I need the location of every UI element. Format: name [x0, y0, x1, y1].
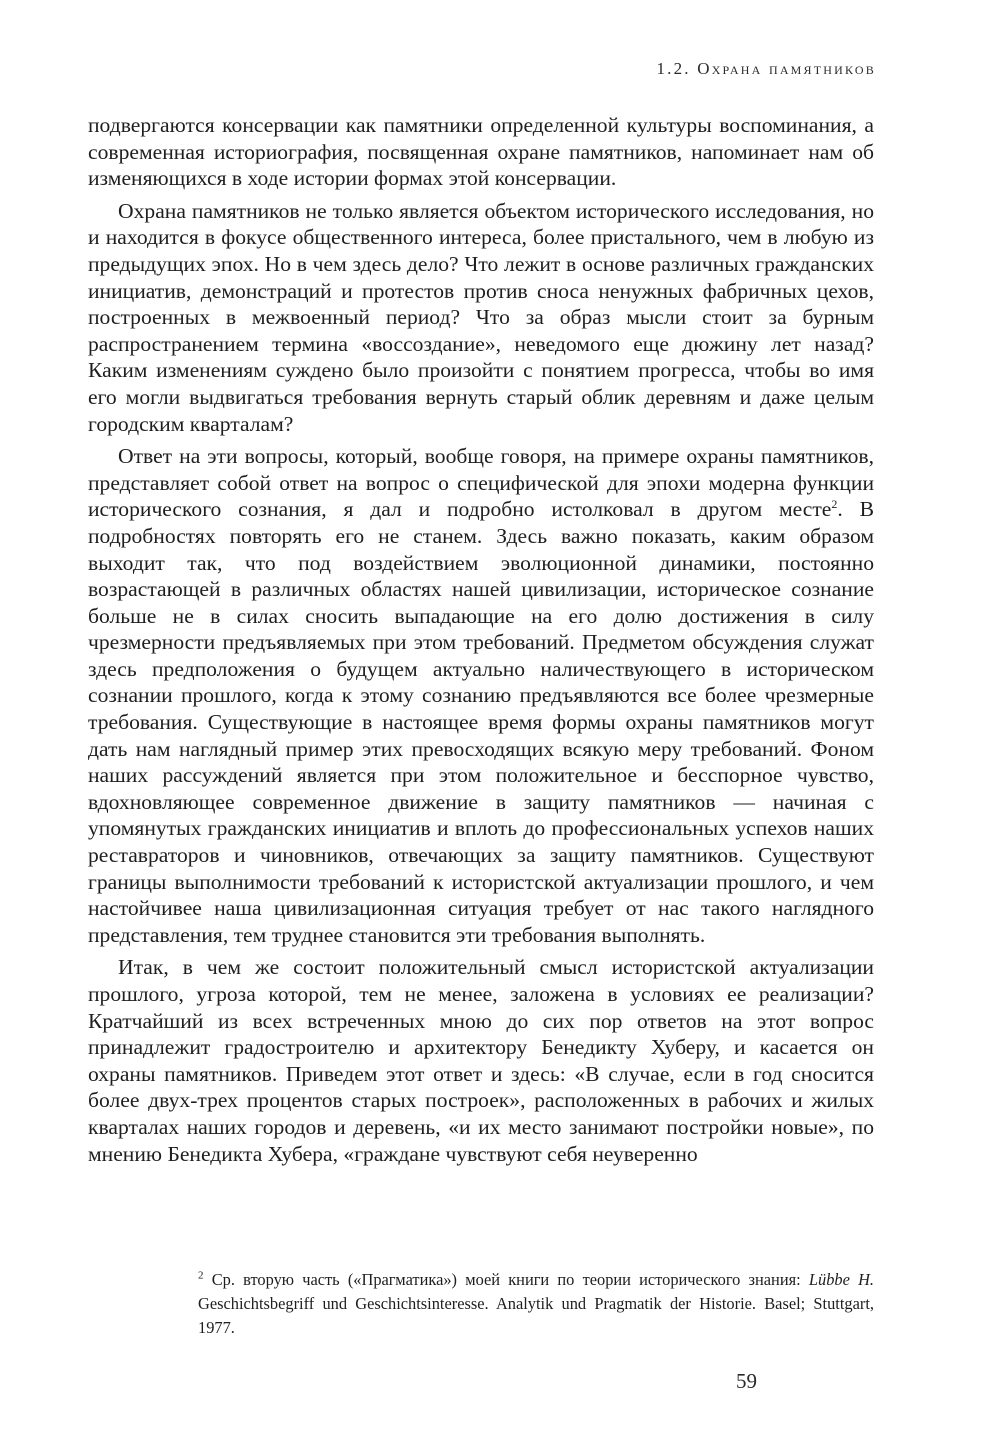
section-number: 1.2. [656, 59, 691, 78]
footnote-lead: Ср. вторую часть («Прагматика») моей книги по теории исторического знания: [203, 1270, 809, 1289]
body-text [88, 112, 874, 1167]
footnote-reference[interactable]: 2 [831, 497, 838, 512]
footnote-author: Lübbe H. [808, 1270, 874, 1289]
paragraph-3-text-before-ref: Ответ на эти вопросы, который, вообще говоря, на примере охраны памятников, представляет собой ответ на вопрос о специфической для эпохи модерна функции исторического сознания, я дал и подробно истолковал в другом месте [88, 444, 874, 522]
running-header [656, 59, 876, 79]
paragraph-1: подвергаются консервации как памятники определенной культуры воспоминания, а современная историография, посвященная охране памятников, напоминает нам об изменяющихся в ходе истории формах этой консервации. [88, 113, 874, 191]
section-title: Охрана памятников [697, 59, 876, 78]
page-number: 59 [736, 1369, 757, 1393]
paragraph-3 [88, 443, 874, 948]
footnote [198, 1268, 874, 1340]
footnote-marker: 2 [198, 1269, 204, 1282]
paragraph-2: Охрана памятников не только является объектом исторического исследования, но и находится в фокусе общественного интереса, более пристального, чем в любую из предыдущих эпох. Но в чем здесь дело? Что лежит в основе различных гражданских инициатив, демонстраций и протестов против сноса ненужных фабричных цехов, построенных в межвоенный период? Что за образ мысли стоит за бурным распространением термина «воссоздание», неведомого еще дюжину лет назад? Каким изменениям суждено было произойти с понятием прогресса, чтобы во имя его могли выдвигаться требования вернуть старый облик деревням и даже целым городским кварталам? [88, 198, 874, 436]
paragraph-4: Итак, в чем же состоит положительный смысл истористской актуализации прошлого, угроза которой, тем не менее, заложена в условиях ее реализации? Кратчайший из всех встреченных мною до сих пор ответов на этот вопрос принадлежит градостроителю и архитектору Бенедикту Хуберу, и касается он охраны памятников. Приведем этот ответ и здесь: «В случае, если в год сносится более двух-трех процентов старых построек», расположенных в рабочих и жилых кварталах наших городов и деревень, «и их место занимают постройки новые», по мнению Бенедикта Хубера, «граждане чувствуют себя неуверенно [88, 955, 874, 1166]
footnote-citation: Geschichtsbegriff und Geschichtsinteresse. Analytik und Pragmatik der Historie. Basel; Stuttgart, 1977. [198, 1294, 874, 1337]
paragraph-3-text-after-ref: . В подробностях повторять его не станем. Здесь важно показать, каким образом выходит так, что под воздействием эволюционной динамики, постоянно возрастающей в различных областях нашей цивилизации, историческое сознание больше не в силах сносить выпадающие на его долю достижения в силу чрезмерности предъявляемых при этом требований. Предметом обсуждения служат здесь предположения о будущем актуально наличествующего в историческом сознании прошлого, когда к этому сознанию предъявляются все более чрезмерные требования. Существующие в настоящее время формы охраны памятников могут дать нам наглядный пример этих превосходящих всякую меру требований. Фоном наших рассуждений является при этом положительное и бесспорное чувство, вдохновляющее современное движение в защиту памятников — начиная с упомянутых гражданских инициатив и вплоть до профессиональных успехов наших реставраторов и чиновников, отвечающих за защиту памятников. Существуют границы выполнимости требований к истористской актуализации прошлого, и чем настойчивее наша цивилизационная ситуация требует от нас такого наглядного представления, тем труднее становится эти требования выполнять. [88, 497, 874, 947]
